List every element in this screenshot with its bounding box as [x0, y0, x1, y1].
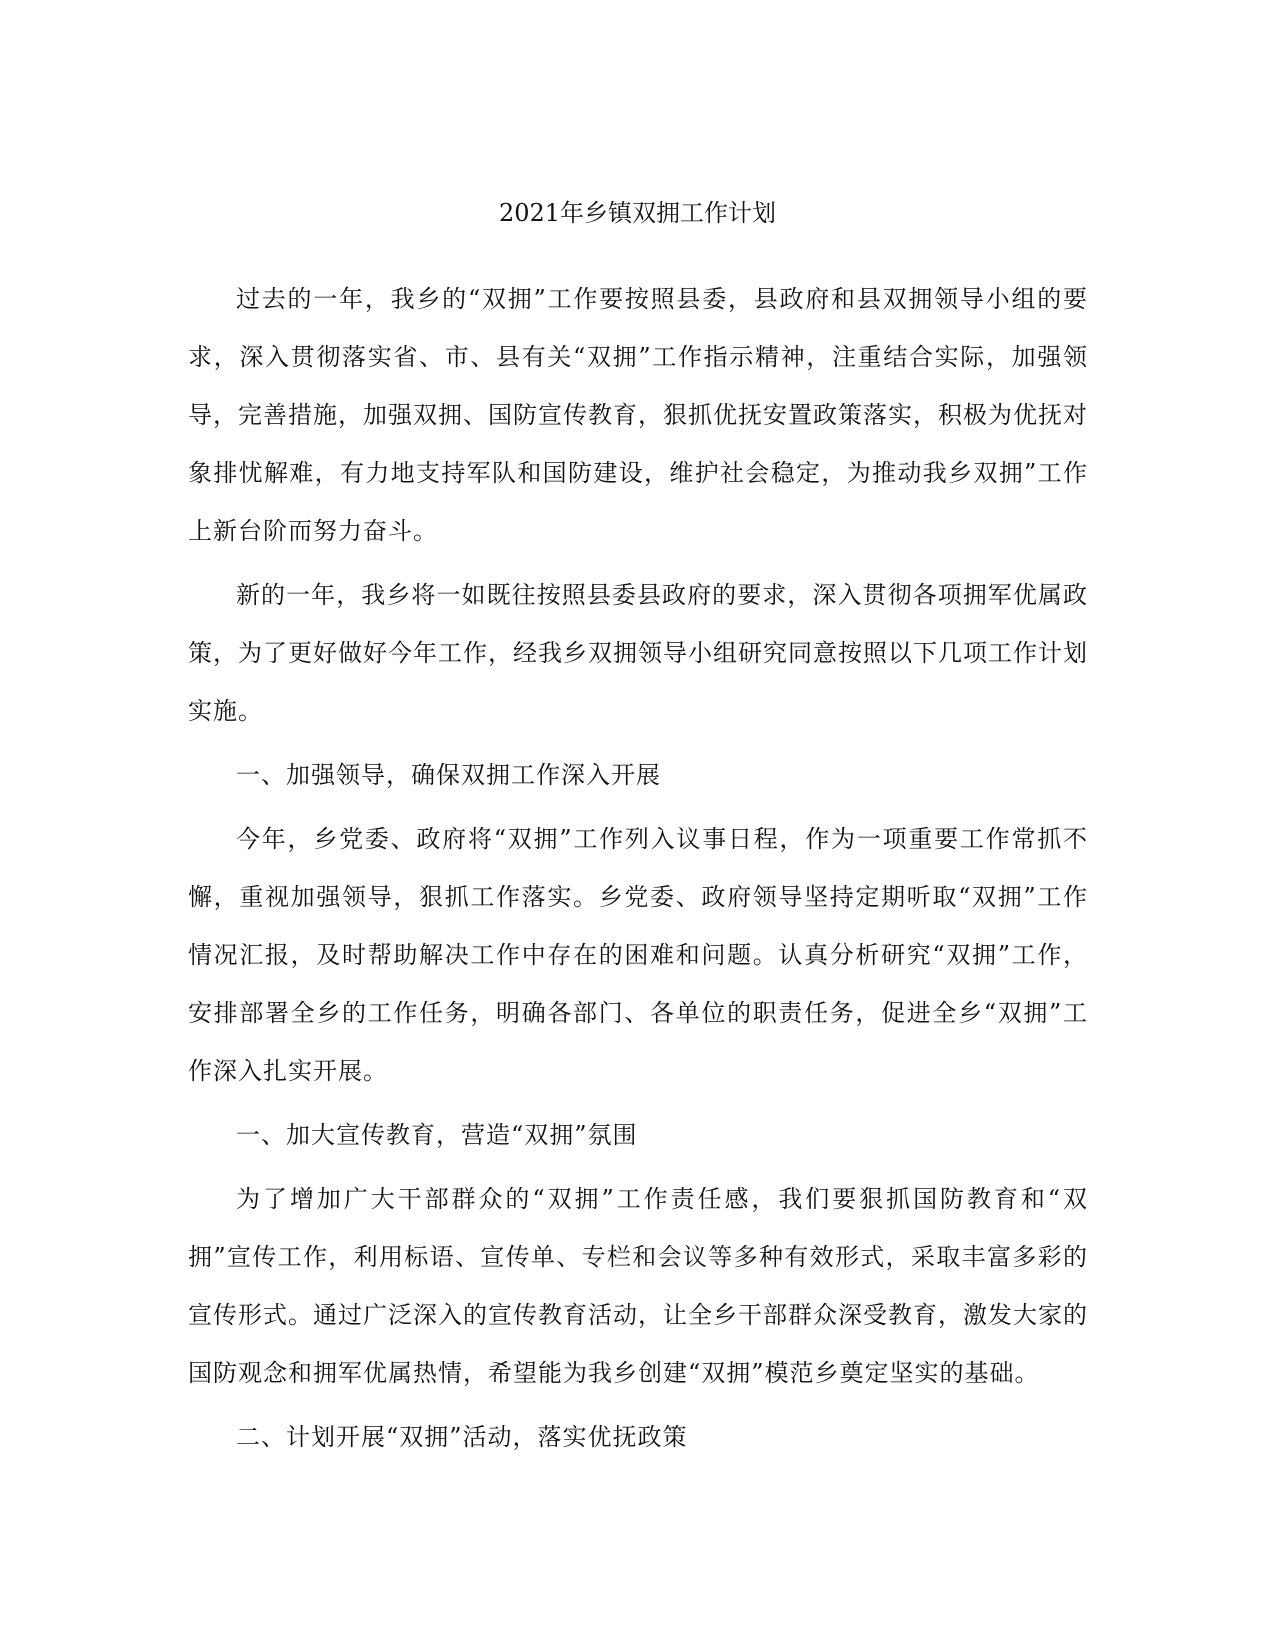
publicity-paragraph: 为了增加广大干部群众的“双拥”工作责任感，我们要狠抓国防教育和“双拥”宣传工作，利用标语、宣传单、专栏和会议等多种有效形式，采取丰富多彩的宣传形式。通过广泛深入的宣传教育活动，让全乡干部群众深受教育，激发大家的国防观念和拥军优属热情，希望能为我乡创建“双拥”模范乡奠定坚实的基础。	[188, 1185, 1088, 1387]
section-heading-publicity: 一、加大宣传教育，营造“双拥”氛围	[236, 1121, 638, 1149]
section-heading-activities: 二、计划开展“双拥”活动，落实优抚政策	[236, 1423, 688, 1451]
plan-paragraph: 新的一年，我乡将一如既往按照县委县政府的要求，深入贯彻各项拥军优属政策，为了更好做好今年工作，经我乡双拥领导小组研究同意按照以下几项工作计划实施。	[188, 581, 1088, 725]
document-body	[188, 270, 1088, 1472]
section-heading-leadership: 一、加强领导，确保双拥工作深入开展	[236, 761, 661, 789]
intro-paragraph: 过去的一年，我乡的“双拥”工作要按照县委，县政府和县双拥领导小组的要求，深入贯彻落实省、市、县有关“双拥”工作指示精神，注重结合实际，加强领导，完善措施，加强双拥、国防宣传教育，狠抓优抚安置政策落实，积极为优抚对象排忧解难，有力地支持军队和国防建设，维护社会稳定，为推动我乡双拥”工作上新台阶而努力奋斗。	[188, 285, 1088, 545]
leadership-paragraph: 今年，乡党委、政府将“双拥”工作列入议事日程，作为一项重要工作常抓不懈，重视加强领导，狠抓工作落实。乡党委、政府领导坚持定期听取“双拥”工作情况汇报，及时帮助解决工作中存在的困难和问题。认真分析研究“双拥”工作，安排部署全乡的工作任务，明确各部门、各单位的职责任务，促进全乡“双拥”工作深入扎实开展。	[188, 825, 1088, 1085]
document-title: 2021年乡镇双拥工作计划	[498, 199, 777, 227]
